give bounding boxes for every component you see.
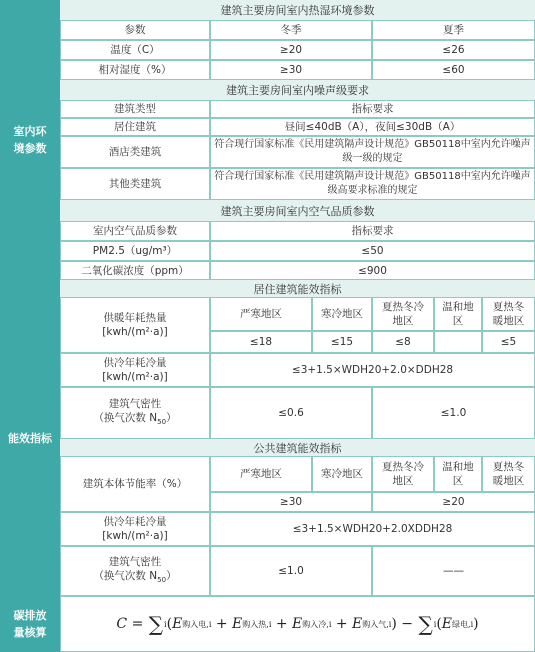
public-airtight-label: 建筑气密性 （换气次数 $N_{50}$） [60, 546, 210, 596]
public-zone: 夏热冬暖地区 [482, 456, 535, 492]
residential-heat-label: 供暖年耗热量[kwh/(m²·a)] [60, 297, 210, 353]
public-zone: 温和地区 [434, 456, 482, 492]
noise-row-value: 符合现行国家标准《民用建筑隔声设计规范》GB50118中室内允许噪声级高要求标准的规定 [210, 168, 535, 200]
noise-row-label: 酒店类建筑 [60, 136, 210, 168]
air-row-label: PM2.5（ug/m³） [60, 241, 210, 261]
residential-heat-value [434, 331, 482, 353]
air-row-value: ≤50 [210, 241, 535, 261]
residential-heat-value: ≤15 [312, 331, 372, 353]
public-airtight-value: ≤1.0 [210, 546, 372, 596]
residential-heat-value: ≤5 [482, 331, 535, 353]
public-saving-value: ≥30 [210, 492, 372, 512]
thermal-header-param: 参数 [60, 20, 210, 40]
thermal-title: 建筑主要房间室内热湿环境参数 [60, 0, 535, 20]
public-cool-value: ≤3+1.5×WDH20+2.0XDDH28 [210, 512, 535, 546]
thermal-row-label: 相对湿度（%） [60, 60, 210, 80]
residential-heat-value: ≤8 [372, 331, 434, 353]
air-row-value: ≤900 [210, 261, 535, 280]
public-saving-label: 建筑本体节能率（%） [60, 456, 210, 512]
noise-row-label: 居住建筑 [60, 118, 210, 136]
air-title: 建筑主要房间室内空气品质参数 [60, 200, 535, 221]
thermal-row-summer: ≤60 [372, 60, 535, 80]
thermal-row-winter: ≥20 [210, 40, 372, 60]
public-airtight-value: —— [372, 546, 535, 596]
noise-row-value: 符合现行国家标准《民用建筑隔声设计规范》GB50118中室内允许噪声级一级的规定 [210, 136, 535, 168]
residential-zone: 夏热冬暖地区 [482, 297, 535, 331]
air-row-label: 二氧化碳浓度（ppm） [60, 261, 210, 280]
residential-zone: 夏热冬冷地区 [372, 297, 434, 331]
residential-zone: 寒冷地区 [312, 297, 372, 331]
public-cool-label: 供冷年耗冷量[kwh/(m²·a)] [60, 512, 210, 546]
residential-title: 居住建筑能效指标 [60, 280, 535, 297]
residential-cool-value: ≤3+1.5×WDH20+2.0×DDH28 [210, 353, 535, 387]
residential-zone: 严寒地区 [210, 297, 312, 331]
thermal-header-summer: 夏季 [372, 20, 535, 40]
public-zone: 夏热冬冷地区 [372, 456, 434, 492]
side-label-energy: 能效指标 [0, 280, 60, 596]
carbon-formula: C = ∑ i ( E 购入电 , i + E 购入热 , i + E 购入冷 , i + E 购入气 , i ) − ∑ i ( E 绿电 , i ) [60, 596, 535, 652]
public-title: 公共建筑能效指标 [60, 439, 535, 456]
noise-row-label: 其他类建筑 [60, 168, 210, 200]
side-label-carbon: 碳排放量核算 [0, 596, 60, 652]
noise-header-req: 指标要求 [210, 100, 535, 118]
air-header-param: 室内空气品质参数 [60, 221, 210, 241]
air-header-req: 指标要求 [210, 221, 535, 241]
public-saving-value: ≥20 [372, 492, 535, 512]
residential-cool-label: 供冷年耗冷量[kwh/(m²·a)] [60, 353, 210, 387]
noise-title: 建筑主要房间室内噪声级要求 [60, 80, 535, 100]
residential-airtight-label: 建筑气密性 （换气次数 $N_{50}$） [60, 387, 210, 439]
side-label-indoor: 室内环境参数 [0, 0, 60, 280]
residential-airtight-value: ≤0.6 [210, 387, 372, 439]
residential-heat-value: ≤18 [210, 331, 312, 353]
thermal-row-label: 温度（C） [60, 40, 210, 60]
residential-zone: 温和地区 [434, 297, 482, 331]
thermal-header-winter: 冬季 [210, 20, 372, 40]
noise-header-type: 建筑类型 [60, 100, 210, 118]
thermal-row-winter: ≥30 [210, 60, 372, 80]
thermal-row-summer: ≤26 [372, 40, 535, 60]
residential-airtight-value: ≤1.0 [372, 387, 535, 439]
public-zone: 寒冷地区 [312, 456, 372, 492]
noise-row-value: 昼间≤40dB（A），夜间≤30dB（A） [210, 118, 535, 136]
public-zone: 严寒地区 [210, 456, 312, 492]
